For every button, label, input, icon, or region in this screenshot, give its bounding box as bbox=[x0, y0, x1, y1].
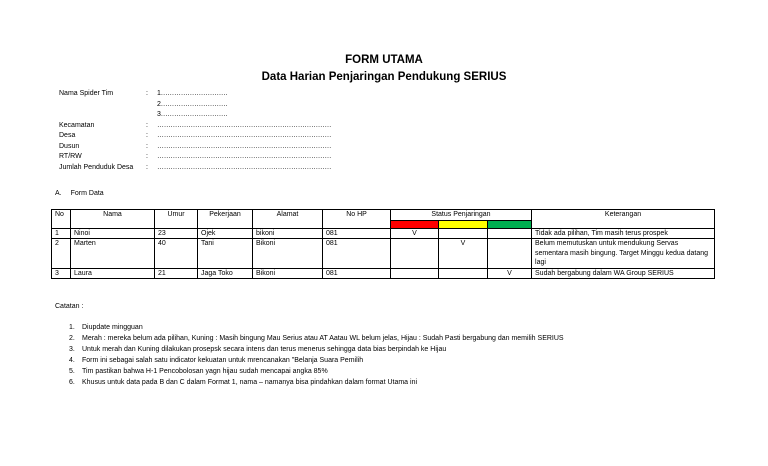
cell-nohp: 081 bbox=[323, 268, 391, 278]
field-colon: : bbox=[146, 90, 148, 97]
note-text: Merah : mereka belum ada pilihan, Kuning : Masih bingung Mau Serius atau AT Aatau WL belum jelas, Hijau : Sudah Pasti bergabung dan memilih SERIUS bbox=[82, 335, 564, 342]
cell-status-yellow: V bbox=[439, 239, 488, 268]
table-row bbox=[52, 229, 715, 239]
note-number: 1. bbox=[69, 324, 75, 331]
cell-umur: 23 bbox=[155, 229, 198, 239]
field-value-kecamatan[interactable]: …………………………………………………………………… bbox=[157, 121, 332, 129]
cell-status-yellow bbox=[439, 229, 488, 239]
field-colon: : bbox=[146, 142, 148, 150]
field-label-dusun: Dusun bbox=[59, 142, 80, 150]
field-label-rt-rw: RT/RW bbox=[59, 153, 82, 160]
cell-status-green bbox=[488, 229, 532, 239]
field-value-spider-1[interactable]: 1………………………… bbox=[157, 90, 228, 97]
field-label-jumlah-penduduk: Jumlah Penduduk Desa bbox=[59, 163, 134, 171]
header-alamat: Alamat bbox=[253, 210, 323, 229]
note-text: Khusus untuk data pada B dan C dalam Format 1, nama – namanya bisa pindahkan dalam format Utama ini bbox=[82, 379, 418, 386]
list-item bbox=[55, 366, 715, 377]
form-data-table bbox=[51, 209, 715, 279]
list-item bbox=[55, 344, 715, 355]
cell-pekerjaan: Tani bbox=[198, 239, 253, 268]
field-value-rt-rw[interactable]: …………………………………………………………………… bbox=[157, 153, 332, 160]
cell-status-green: V bbox=[488, 268, 532, 278]
field-label-desa: Desa bbox=[59, 132, 76, 139]
cell-no: 1 bbox=[52, 229, 71, 239]
cell-no: 3 bbox=[52, 268, 71, 278]
note-number: 6. bbox=[69, 379, 75, 386]
table-header-row bbox=[52, 210, 715, 221]
status-yellow-swatch bbox=[439, 221, 488, 229]
header-keterangan: Keterangan bbox=[532, 210, 715, 229]
section-marker: A. bbox=[55, 190, 62, 197]
cell-nama: Ninoi bbox=[71, 229, 155, 239]
header-status: Status Penjaringan bbox=[391, 210, 532, 221]
cell-umur: 40 bbox=[155, 239, 198, 268]
field-value-spider-2[interactable]: 2………………………… bbox=[157, 100, 228, 108]
field-colon: : bbox=[146, 121, 148, 129]
cell-no: 2 bbox=[52, 239, 71, 268]
cell-status-red: V bbox=[391, 229, 439, 239]
list-item bbox=[55, 377, 715, 388]
field-label-spider-tim: Nama Spider Tim bbox=[59, 90, 114, 97]
cell-keterangan: Belum memutuskan untuk mendukung Servas sementara masih bingung. Target Minggu kedua datang lagi bbox=[532, 239, 715, 268]
field-value-spider-3[interactable]: 3………………………… bbox=[157, 111, 228, 119]
status-red-swatch bbox=[391, 221, 439, 229]
list-item bbox=[55, 355, 715, 366]
section-heading bbox=[55, 190, 104, 197]
cell-pekerjaan: Jaga Toko bbox=[198, 268, 253, 278]
note-number: 3. bbox=[69, 346, 75, 353]
note-text: Untuk merah dan Kuning dilakukan prosepsk secara intens dan terus menerus sehingga data bias berpindah ke Hijau bbox=[82, 346, 447, 353]
field-label-kecamatan: Kecamatan bbox=[59, 121, 95, 129]
note-number: 2. bbox=[69, 335, 75, 342]
field-colon: : bbox=[146, 132, 148, 139]
note-number: 5. bbox=[69, 368, 75, 375]
catatan-list bbox=[55, 322, 715, 388]
cell-keterangan: Sudah bergabung dalam WA Group SERIUS bbox=[532, 268, 715, 278]
cell-nama: Marten bbox=[71, 239, 155, 268]
note-text: Tim pastikan bahwa H-1 Pencobolosan yagn hijau sudah mencapai angka 85% bbox=[82, 368, 328, 375]
cell-status-red bbox=[391, 268, 439, 278]
field-colon: : bbox=[146, 163, 148, 171]
cell-nohp: 081 bbox=[323, 229, 391, 239]
table-row bbox=[52, 239, 715, 268]
cell-status-yellow bbox=[439, 268, 488, 278]
header-nama: Nama bbox=[71, 210, 155, 229]
form-title: FORM UTAMA bbox=[345, 54, 423, 66]
note-number: 4. bbox=[69, 357, 75, 364]
list-item bbox=[55, 322, 715, 333]
note-text: Diupdate mingguan bbox=[82, 324, 143, 331]
header-no: No bbox=[52, 210, 71, 229]
cell-nama: Laura bbox=[71, 268, 155, 278]
status-green-swatch bbox=[488, 221, 532, 229]
form-subtitle: Data Harian Penjaringan Pendukung SERIUS bbox=[261, 71, 507, 83]
cell-nohp: 081 bbox=[323, 239, 391, 268]
field-value-dusun[interactable]: …………………………………………………………………… bbox=[157, 142, 332, 150]
field-value-jumlah-penduduk[interactable]: …………………………………………………………………… bbox=[157, 163, 332, 171]
cell-alamat: bikoni bbox=[253, 229, 323, 239]
cell-status-red bbox=[391, 239, 439, 268]
list-item bbox=[55, 333, 715, 344]
cell-umur: 21 bbox=[155, 268, 198, 278]
header-umur: Umur bbox=[155, 210, 198, 229]
section-label: Form Data bbox=[70, 190, 104, 197]
field-colon: : bbox=[146, 153, 148, 160]
cell-keterangan: Tidak ada pilihan, Tim masih terus prospek bbox=[532, 229, 715, 239]
cell-alamat: Bikoni bbox=[253, 268, 323, 278]
field-value-desa[interactable]: …………………………………………………………………… bbox=[157, 132, 332, 139]
table-row bbox=[52, 268, 715, 278]
catatan-label: Catatan : bbox=[55, 303, 84, 310]
header-nohp: No HP bbox=[323, 210, 391, 229]
header-pekerjaan: Pekerjaan bbox=[198, 210, 253, 229]
cell-status-green bbox=[488, 239, 532, 268]
cell-alamat: Bikoni bbox=[253, 239, 323, 268]
cell-pekerjaan: Ojek bbox=[198, 229, 253, 239]
note-text: Form ini sebagai salah satu indicator kekuatan untuk mrencanakan "Belanja Suara Pemilih bbox=[82, 357, 364, 364]
